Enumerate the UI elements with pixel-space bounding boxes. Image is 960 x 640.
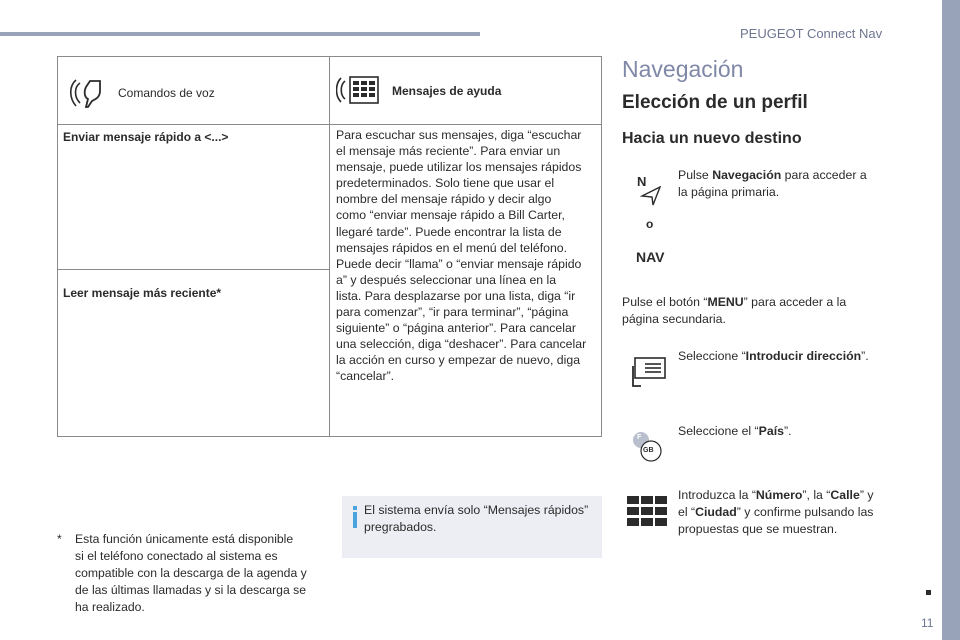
step-text: Introduzca la “ [678, 488, 756, 502]
response-line: lista. Para desplazarse por una lista, diga “ir [336, 288, 576, 303]
response-line: mensajes rápidos en el menú del teléfono. [336, 240, 568, 255]
footnote-marker: * [57, 532, 62, 546]
step-text: ” y confirme pulsando las [736, 505, 874, 519]
step-bold: MENU [707, 295, 744, 309]
continue-marker [926, 590, 931, 595]
step-text: Pulse el botón “ [622, 295, 708, 309]
step-text: la página primaria. [678, 185, 780, 199]
keypad-icon [627, 496, 669, 531]
command-send-quick-message: Enviar mensaje rápido a <...> [63, 130, 229, 144]
response-line: para comenzar”, “ir para terminar”, “página [336, 305, 569, 320]
step-bold: Introducir dirección [745, 349, 862, 363]
step-bold: Navegación [712, 168, 782, 182]
step-text: Pulse [678, 168, 713, 182]
response-line: llegaré tarde”. Puede encontrar la lista de [336, 224, 562, 239]
side-band [942, 0, 960, 640]
step-text: página secundaria. [622, 312, 726, 326]
step-text: propuestas que se muestran. [678, 522, 838, 536]
help-response-text [336, 127, 598, 385]
step-navigation [678, 167, 878, 201]
step-text: Seleccione “ [678, 349, 746, 363]
step-text: para acceder a [781, 168, 867, 182]
section-title: Navegación [622, 56, 744, 82]
step-text: el “ [678, 505, 696, 519]
response-line: Para escuchar sus mensajes, diga “escuchar [336, 128, 582, 142]
step-enter-number-street-city [678, 487, 878, 538]
step-bold: Número [755, 488, 803, 502]
step-bold: País [758, 424, 784, 438]
address-entry-icon [629, 356, 669, 391]
row-divider [58, 269, 329, 270]
heading: Elección de un perfil [622, 92, 808, 113]
info-icon [350, 506, 360, 528]
footnote-line: de las últimas llamadas y si la descarga se [75, 583, 306, 597]
subheading: Hacia un nuevo destino [622, 130, 802, 147]
header-voice-commands [70, 77, 215, 109]
column-divider [329, 57, 330, 436]
footnote [57, 531, 327, 616]
response-line: mensaje, puede utilizar los mensajes rápidos [336, 160, 582, 175]
manual-title: PEUGEOT Connect Nav [740, 26, 883, 41]
footnote-line: si el teléfono conectado al sistema es [75, 549, 278, 563]
step-text: ”. [783, 424, 792, 438]
response-line: como “enviar mensaje rápido a Bill Carter, [336, 208, 565, 223]
response-line: predeterminados. Solo tiene que usar el [336, 176, 555, 191]
nav-north-letter: N [637, 174, 647, 189]
help-messages-icon [336, 73, 388, 109]
response-line: siguiente” o “página anterior”. Para cancelar [336, 321, 576, 336]
step-text: ”, la “ [802, 488, 831, 502]
country-icon-top-label: F [637, 434, 642, 441]
step-select-country [678, 423, 878, 440]
info-line: El sistema envía solo “Mensajes rápidos” [364, 503, 589, 517]
step-text: ” para acceder a la [743, 295, 847, 309]
voice-command-icon [70, 77, 110, 109]
nav-button-label: NAV [636, 249, 665, 265]
or-label: o [646, 217, 654, 231]
step-enter-address [678, 348, 878, 365]
step-text: ” y [859, 488, 874, 502]
top-rule [0, 32, 480, 36]
page-number: 11 [921, 616, 934, 630]
footnote-line: Esta función únicamente está disponible [75, 532, 294, 546]
header-help-messages [336, 73, 501, 109]
response-line: Puede decir “llama” o “enviar mensaje rápido [336, 256, 582, 271]
info-line: pregrabados. [364, 519, 437, 534]
country-icon-bottom-label: GB [643, 447, 654, 454]
response-line: “cancelar”. [336, 369, 395, 384]
command-read-latest-message: Leer mensaje más reciente* [63, 286, 222, 300]
header-label: Mensajes de ayuda [392, 84, 502, 98]
step-bold: Ciudad [695, 505, 737, 519]
header-label: Comandos de voz [118, 86, 215, 100]
step-text: ”. [861, 349, 869, 363]
response-line: una selección, diga “deshacer”. Para cancelar [336, 337, 587, 352]
response-line: a” y después seleccionar una línea en la [336, 272, 557, 287]
step-bold: Calle [830, 488, 860, 502]
voice-command-table [57, 56, 602, 437]
response-line: la acción en curso y empezar de nuevo, diga [336, 353, 581, 368]
info-box [342, 496, 602, 558]
navigation-arrow-icon [640, 186, 662, 209]
footnote-line: ha realizado. [75, 600, 145, 614]
footnote-line: compatible con la descarga de la agenda y [75, 566, 307, 580]
response-line: nombre del mensaje rápido y decir algo [336, 192, 552, 207]
step-menu [622, 294, 882, 328]
step-text: Seleccione el “ [678, 424, 759, 438]
response-line: el mensaje más reciente”. Para enviar un [336, 144, 561, 159]
